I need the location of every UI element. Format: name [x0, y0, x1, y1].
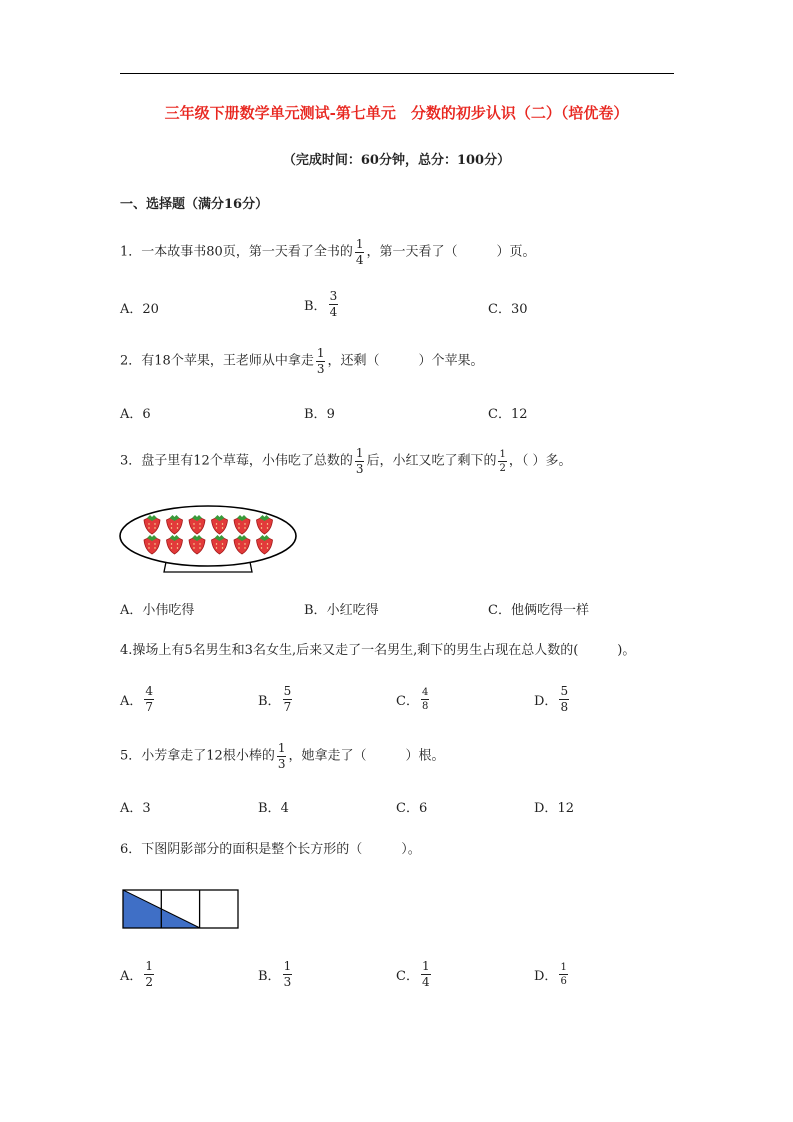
option-b[interactable]: B． $\frac{3}{4}$ — [304, 289, 338, 319]
option-c[interactable]: C．30 — [488, 302, 528, 317]
question-text: ，（ ）多。 — [508, 453, 572, 469]
option-c[interactable]: C． $\frac{4}{8}$ — [396, 687, 429, 712]
option-b[interactable]: B．9 — [304, 407, 335, 422]
strawberry-plate-illustration — [118, 500, 298, 576]
fraction: $\frac{1}{2}$ — [499, 449, 506, 474]
question-5 — [120, 742, 444, 771]
option-a[interactable]: A．20 — [120, 302, 159, 317]
option-b[interactable]: B．小红吃得 — [304, 603, 379, 618]
option-d[interactable]: D． $\frac{5}{8}$ — [534, 684, 569, 714]
option-a[interactable]: A． $\frac{1}{2}$ — [120, 959, 154, 989]
option-a[interactable]: A． $\frac{4}{7}$ — [120, 684, 154, 714]
shaded-rectangle-diagram — [122, 889, 240, 929]
question-6 — [120, 840, 421, 861]
question-text: ，第一天看了（ ）页。 — [366, 244, 536, 260]
question-1 — [120, 238, 535, 267]
option-a[interactable]: A．小伟吃得 — [120, 603, 195, 618]
question-3 — [120, 447, 572, 476]
question-text: 后，小红又吃了剩下的 — [366, 453, 497, 469]
question-text: 4.操场上有5名男生和3名女生,后来又走了一名男生,剩下的男生占现在总人数的( )。 — [120, 643, 636, 658]
page-title: 三年级下册数学单元测试-第七单元 分数的初步认识（二）（培优卷） — [164, 104, 629, 122]
option-c[interactable]: C．12 — [488, 407, 528, 422]
question-text: 5．小芳拿走了12根小棒的 — [120, 748, 275, 764]
question-text: 2．有18个苹果，王老师从中拿走 — [120, 353, 314, 369]
top-rule — [120, 73, 674, 74]
fraction: $\frac{1}{4}$ — [355, 237, 364, 267]
option-d[interactable]: D．12 — [534, 801, 574, 816]
question-text: 3．盘子里有12个草莓，小伟吃了总数的 — [120, 453, 353, 469]
question-text: ，她拿走了（ ）根。 — [288, 748, 445, 764]
fraction: $\frac{1}{3}$ — [316, 346, 325, 376]
option-a[interactable]: A．6 — [120, 407, 151, 422]
option-b[interactable]: B．4 — [258, 801, 289, 816]
question-2 — [120, 347, 483, 376]
option-c[interactable]: C． $\frac{1}{4}$ — [396, 959, 430, 989]
question-text: 1．一本故事书80页，第一天看了全书的 — [120, 244, 353, 260]
option-c[interactable]: C．他俩吃得一样 — [488, 603, 589, 618]
option-b[interactable]: B． $\frac{1}{3}$ — [258, 959, 292, 989]
option-c[interactable]: C．6 — [396, 801, 428, 816]
option-d[interactable]: D． $\frac{1}{6}$ — [534, 962, 567, 987]
fraction: $\frac{1}{3}$ — [277, 741, 286, 771]
option-b[interactable]: B． $\frac{5}{7}$ — [258, 684, 292, 714]
option-a[interactable]: A．3 — [120, 801, 151, 816]
question-4 — [120, 641, 635, 662]
section-heading: 一、选择题（满分16分） — [120, 197, 269, 212]
question-text: 6．下图阴影部分的面积是整个长方形的（ ）。 — [120, 842, 421, 857]
exam-subtitle: （完成时间：60分钟，总分：100分） — [282, 153, 511, 168]
question-text: ，还剩（ ）个苹果。 — [327, 353, 484, 369]
fraction: $\frac{1}{3}$ — [355, 446, 364, 476]
